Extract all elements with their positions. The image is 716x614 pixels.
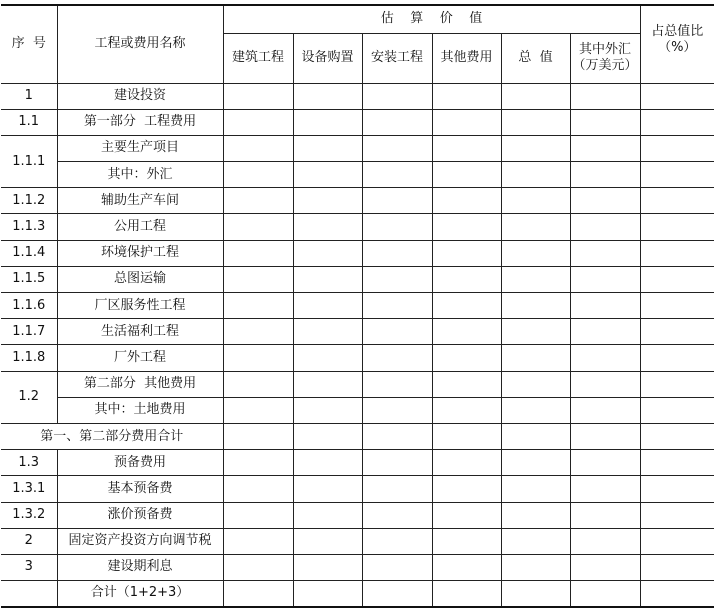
value-cell — [293, 502, 362, 528]
value-cell — [570, 528, 640, 554]
value-cell — [432, 450, 501, 476]
header-col-construction: 建筑工程 — [223, 33, 293, 83]
row-name: 其中：土地费用 — [57, 397, 223, 423]
row-name: 第二部分 其他费用 — [57, 371, 223, 397]
value-cell — [501, 397, 570, 423]
row-seq: 1.3.2 — [1, 502, 57, 528]
value-cell — [223, 581, 293, 607]
value-cell — [432, 371, 501, 397]
value-cell — [362, 397, 432, 423]
row-name: 总图运输 — [57, 266, 223, 292]
value-cell — [293, 83, 362, 109]
value-cell — [640, 528, 714, 554]
value-cell — [501, 319, 570, 345]
table-row — [1, 135, 714, 161]
row-name: 固定资产投资方向调节税 — [57, 528, 223, 554]
value-cell — [640, 423, 714, 449]
row-name: 辅助生产车间 — [57, 188, 223, 214]
header-fx-line2: （万美元） — [572, 58, 638, 73]
table-row — [1, 397, 714, 423]
value-cell — [501, 83, 570, 109]
value-cell — [432, 266, 501, 292]
value-cell — [293, 423, 362, 449]
value-cell — [362, 240, 432, 266]
value-cell — [432, 581, 501, 607]
table-row — [1, 293, 714, 319]
header-ratio — [640, 5, 714, 83]
value-cell — [640, 188, 714, 214]
value-cell — [570, 135, 640, 161]
value-cell — [501, 554, 570, 580]
value-cell — [293, 450, 362, 476]
value-cell — [223, 450, 293, 476]
value-cell — [223, 83, 293, 109]
table-row — [1, 502, 714, 528]
value-cell — [501, 293, 570, 319]
value-cell — [640, 371, 714, 397]
table-row — [1, 319, 714, 345]
value-cell — [293, 371, 362, 397]
header-col-fx — [570, 33, 640, 83]
value-cell — [501, 502, 570, 528]
value-cell — [570, 502, 640, 528]
value-cell — [432, 214, 501, 240]
value-cell — [362, 266, 432, 292]
value-cell — [223, 476, 293, 502]
header-ratio-line2: （%） — [658, 40, 697, 55]
row-seq: 2 — [1, 528, 57, 554]
header-col-other: 其他费用 — [432, 33, 501, 83]
value-cell — [570, 397, 640, 423]
value-cell — [432, 135, 501, 161]
value-cell — [570, 423, 640, 449]
value-cell — [223, 162, 293, 188]
row-merged-label: 第一、第二部分费用合计 — [1, 423, 223, 449]
row-seq: 1.1.2 — [1, 188, 57, 214]
value-cell — [432, 502, 501, 528]
value-cell — [432, 423, 501, 449]
value-cell — [640, 240, 714, 266]
value-cell — [223, 135, 293, 161]
value-cell — [570, 109, 640, 135]
table-row — [1, 214, 714, 240]
row-seq: 1.1 — [1, 109, 57, 135]
value-cell — [293, 581, 362, 607]
row-name: 预备费用 — [57, 450, 223, 476]
value-cell — [223, 109, 293, 135]
value-cell — [570, 345, 640, 371]
row-seq: 1.1.4 — [1, 240, 57, 266]
value-cell — [223, 214, 293, 240]
value-cell — [293, 293, 362, 319]
value-cell — [223, 319, 293, 345]
table-row — [1, 554, 714, 580]
value-cell — [432, 240, 501, 266]
value-cell — [640, 293, 714, 319]
table-row — [1, 450, 714, 476]
value-cell — [501, 240, 570, 266]
value-cell — [570, 371, 640, 397]
value-cell — [570, 240, 640, 266]
row-name: 建设投资 — [57, 83, 223, 109]
value-cell — [293, 162, 362, 188]
value-cell — [501, 214, 570, 240]
table-row — [1, 162, 714, 188]
header-seq: 序 号 — [1, 5, 57, 83]
value-cell — [362, 188, 432, 214]
value-cell — [362, 476, 432, 502]
value-cell — [432, 397, 501, 423]
investment-estimate-table — [1, 4, 714, 608]
value-cell — [293, 345, 362, 371]
row-name: 基本预备费 — [57, 476, 223, 502]
value-cell — [570, 214, 640, 240]
value-cell — [432, 83, 501, 109]
value-cell — [293, 214, 362, 240]
value-cell — [223, 188, 293, 214]
value-cell — [362, 554, 432, 580]
header-fx-line1: 其中外汇 — [578, 42, 631, 57]
value-cell — [501, 581, 570, 607]
value-cell — [223, 293, 293, 319]
value-cell — [501, 135, 570, 161]
header-estimate-group: 估 算 价 值 — [223, 5, 640, 33]
value-cell — [223, 397, 293, 423]
value-cell — [640, 581, 714, 607]
value-cell — [223, 502, 293, 528]
value-cell — [362, 109, 432, 135]
value-cell — [362, 371, 432, 397]
row-name: 涨价预备费 — [57, 502, 223, 528]
value-cell — [293, 476, 362, 502]
value-cell — [362, 214, 432, 240]
value-cell — [501, 476, 570, 502]
value-cell — [570, 581, 640, 607]
value-cell — [640, 162, 714, 188]
value-cell — [362, 345, 432, 371]
value-cell — [432, 188, 501, 214]
table-row — [1, 83, 714, 109]
value-cell — [293, 528, 362, 554]
value-cell — [640, 266, 714, 292]
value-cell — [501, 188, 570, 214]
value-cell — [432, 293, 501, 319]
table-row — [1, 528, 714, 554]
value-cell — [223, 240, 293, 266]
value-cell — [432, 345, 501, 371]
row-name: 环境保护工程 — [57, 240, 223, 266]
table-row — [1, 423, 714, 449]
row-name: 建设期利息 — [57, 554, 223, 580]
table-row — [1, 345, 714, 371]
value-cell — [570, 476, 640, 502]
row-seq: 1.3.1 — [1, 476, 57, 502]
value-cell — [362, 319, 432, 345]
value-cell — [570, 188, 640, 214]
row-seq — [1, 581, 57, 607]
value-cell — [362, 450, 432, 476]
value-cell — [501, 450, 570, 476]
row-name: 第一部分 工程费用 — [57, 109, 223, 135]
value-cell — [640, 554, 714, 580]
value-cell — [640, 109, 714, 135]
value-cell — [223, 423, 293, 449]
value-cell — [432, 109, 501, 135]
value-cell — [223, 554, 293, 580]
value-cell — [570, 162, 640, 188]
value-cell — [501, 266, 570, 292]
row-name: 主要生产项目 — [57, 135, 223, 161]
value-cell — [570, 554, 640, 580]
value-cell — [293, 397, 362, 423]
value-cell — [570, 266, 640, 292]
value-cell — [501, 162, 570, 188]
value-cell — [640, 214, 714, 240]
value-cell — [501, 345, 570, 371]
value-cell — [640, 502, 714, 528]
value-cell — [570, 83, 640, 109]
value-cell — [501, 528, 570, 554]
row-name: 生活福利工程 — [57, 319, 223, 345]
value-cell — [501, 109, 570, 135]
row-seq: 1.1.5 — [1, 266, 57, 292]
value-cell — [362, 83, 432, 109]
value-cell — [432, 476, 501, 502]
row-seq: 1 — [1, 83, 57, 109]
value-cell — [362, 162, 432, 188]
value-cell — [362, 528, 432, 554]
value-cell — [501, 371, 570, 397]
value-cell — [570, 450, 640, 476]
row-seq: 1.1.3 — [1, 214, 57, 240]
table-row — [1, 266, 714, 292]
value-cell — [223, 371, 293, 397]
header-ratio-line1: 占总值比 — [651, 24, 704, 39]
value-cell — [362, 135, 432, 161]
table-row — [1, 240, 714, 266]
row-seq: 1.3 — [1, 450, 57, 476]
value-cell — [293, 188, 362, 214]
value-cell — [570, 293, 640, 319]
row-seq: 1.1.7 — [1, 319, 57, 345]
row-seq: 1.1.1 — [1, 135, 57, 187]
value-cell — [293, 266, 362, 292]
value-cell — [501, 423, 570, 449]
row-name: 公用工程 — [57, 214, 223, 240]
value-cell — [640, 450, 714, 476]
row-seq: 1.2 — [1, 371, 57, 423]
value-cell — [223, 528, 293, 554]
header-name: 工程或费用名称 — [57, 5, 223, 83]
value-cell — [293, 554, 362, 580]
table-row — [1, 371, 714, 397]
table-row — [1, 581, 714, 607]
value-cell — [432, 554, 501, 580]
value-cell — [223, 345, 293, 371]
value-cell — [640, 83, 714, 109]
value-cell — [640, 135, 714, 161]
value-cell — [362, 423, 432, 449]
row-seq: 1.1.8 — [1, 345, 57, 371]
table-row — [1, 188, 714, 214]
value-cell — [432, 528, 501, 554]
header-col-total: 总 值 — [501, 33, 570, 83]
row-name: 其中：外汇 — [57, 162, 223, 188]
value-cell — [362, 293, 432, 319]
value-cell — [293, 319, 362, 345]
value-cell — [293, 109, 362, 135]
row-name: 厂外工程 — [57, 345, 223, 371]
value-cell — [640, 397, 714, 423]
value-cell — [293, 240, 362, 266]
value-cell — [432, 319, 501, 345]
value-cell — [640, 345, 714, 371]
row-seq: 1.1.6 — [1, 293, 57, 319]
table-row — [1, 476, 714, 502]
value-cell — [362, 502, 432, 528]
row-seq: 3 — [1, 554, 57, 580]
value-cell — [432, 162, 501, 188]
value-cell — [640, 476, 714, 502]
value-cell — [362, 581, 432, 607]
row-name: 厂区服务性工程 — [57, 293, 223, 319]
table-row — [1, 109, 714, 135]
header-col-equipment: 设备购置 — [293, 33, 362, 83]
value-cell — [570, 319, 640, 345]
value-cell — [293, 135, 362, 161]
header-col-installation: 安装工程 — [362, 33, 432, 83]
value-cell — [640, 319, 714, 345]
row-name: 合计（1+2+3） — [57, 581, 223, 607]
value-cell — [223, 266, 293, 292]
